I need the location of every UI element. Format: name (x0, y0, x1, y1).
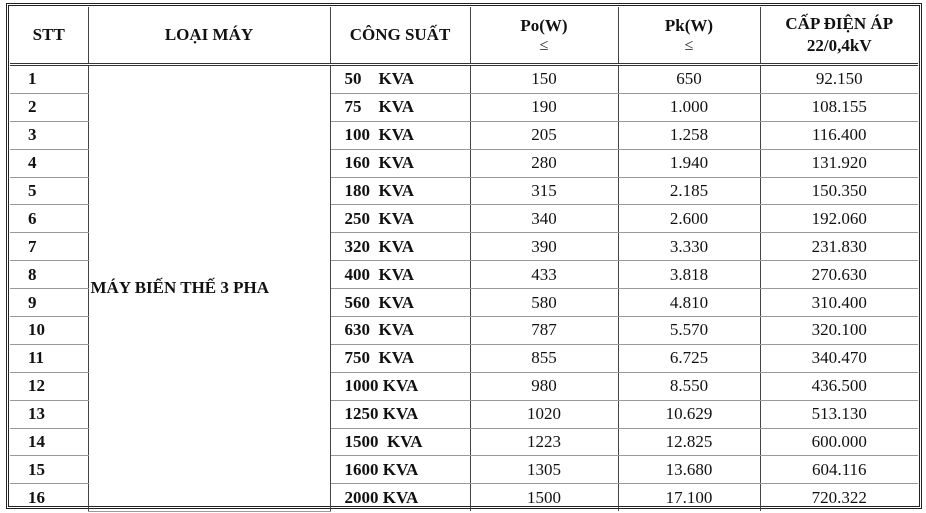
row-pk: 8.550 (618, 372, 760, 400)
row-price: 150.350 (760, 177, 918, 205)
header-price (760, 7, 918, 65)
row-po: 1305 (470, 456, 618, 484)
row-capacity: 180 KVA (330, 177, 470, 205)
row-stt: 12 (10, 372, 88, 400)
row-pk: 6.725 (618, 344, 760, 372)
price-table-frame (6, 3, 922, 509)
row-stt: 1 (10, 65, 88, 94)
row-price: 192.060 (760, 205, 918, 233)
row-po: 1020 (470, 400, 618, 428)
row-price: 270.630 (760, 261, 918, 289)
row-capacity: 1250 KVA (330, 400, 470, 428)
row-price: 340.470 (760, 344, 918, 372)
row-capacity: 400 KVA (330, 261, 470, 289)
row-pk: 12.825 (618, 428, 760, 456)
header-price-line1: CẤP ĐIỆN ÁP (785, 14, 894, 33)
row-po: 1223 (470, 428, 618, 456)
row-stt: 16 (10, 484, 88, 511)
row-pk: 650 (618, 65, 760, 94)
row-capacity: 630 KVA (330, 317, 470, 345)
row-pk: 17.100 (618, 484, 760, 511)
row-pk: 10.629 (618, 400, 760, 428)
row-po: 150 (470, 65, 618, 94)
row-capacity: 560 KVA (330, 289, 470, 317)
row-po: 390 (470, 233, 618, 261)
header-po-sign: ≤ (539, 37, 549, 54)
row-capacity: 2000 KVA (330, 484, 470, 511)
row-pk: 2.185 (618, 177, 760, 205)
row-stt: 2 (10, 93, 88, 121)
row-stt: 5 (10, 177, 88, 205)
row-capacity: 1000 KVA (330, 372, 470, 400)
row-price: 513.130 (760, 400, 918, 428)
row-price: 720.322 (811, 487, 867, 507)
row-stt: 10 (10, 317, 88, 345)
row-po: 1500 (470, 484, 618, 511)
row-price: 108.155 (760, 93, 918, 121)
row-capacity: 160 KVA (330, 149, 470, 177)
row-po: 340 (470, 205, 618, 233)
row-stt: 8 (10, 261, 88, 289)
row-capacity: 320 KVA (330, 233, 470, 261)
machine-type: MÁY BIẾN THẾ 3 PHA (88, 65, 330, 512)
row-price: 600.000 (760, 428, 918, 456)
row-po: 980 (470, 372, 618, 400)
row-capacity: 50 KVA (330, 65, 470, 94)
row-stt: 3 (10, 121, 88, 149)
row-stt: 4 (10, 149, 88, 177)
row-price: 92.150 (760, 65, 918, 94)
header-capacity: CÔNG SUẤT (330, 7, 470, 65)
row-po: 280 (470, 149, 618, 177)
row-po: 433 (470, 261, 618, 289)
row-po: 205 (470, 121, 618, 149)
header-pk-label: Pk(W) (664, 16, 714, 35)
row-pk: 1.258 (618, 121, 760, 149)
row-price: 436.500 (760, 372, 918, 400)
row-pk: 1.000 (618, 93, 760, 121)
row-stt: 13 (10, 400, 88, 428)
row-stt: 9 (10, 289, 88, 317)
row-po: 315 (470, 177, 618, 205)
row-stt: 6 (10, 205, 88, 233)
row-capacity: 750 KVA (330, 344, 470, 372)
row-capacity: 1600 KVA (330, 456, 470, 484)
row-price: 116.400 (760, 121, 918, 149)
table-row (10, 65, 918, 94)
header-pk-sign: ≤ (684, 37, 694, 54)
row-price: 231.830 (760, 233, 918, 261)
row-po: 190 (470, 93, 618, 121)
row-price: 131.920 (760, 149, 918, 177)
header-type: LOẠI MÁY (88, 7, 330, 65)
row-po: 787 (470, 317, 618, 345)
row-capacity: 100 KVA (330, 121, 470, 149)
row-price: 320.100 (760, 317, 918, 345)
row-pk: 1.940 (618, 149, 760, 177)
header-po-label: Po(W) (520, 16, 568, 35)
row-capacity: 1500 KVA (330, 428, 470, 456)
header-price-line2: 22/0,4kV (806, 36, 872, 55)
row-capacity: 250 KVA (330, 205, 470, 233)
header-row (10, 7, 918, 65)
row-pk: 3.330 (618, 233, 760, 261)
transformer-price-table (10, 7, 918, 512)
row-capacity: 75 KVA (330, 93, 470, 121)
row-pk: 4.810 (618, 289, 760, 317)
row-price: 604.116 (760, 456, 918, 484)
row-pk: 3.818 (618, 261, 760, 289)
row-pk: 13.680 (618, 456, 760, 484)
row-stt: 14 (10, 428, 88, 456)
row-stt: 11 (10, 344, 88, 372)
header-stt: STT (10, 7, 88, 65)
row-stt: 15 (10, 456, 88, 484)
header-pk (618, 7, 760, 65)
row-pk: 2.600 (618, 205, 760, 233)
row-stt: 7 (10, 233, 88, 261)
row-po: 580 (470, 289, 618, 317)
row-pk: 5.570 (618, 317, 760, 345)
header-po (470, 7, 618, 65)
table-body (10, 65, 918, 512)
row-price: 310.400 (760, 289, 918, 317)
row-po: 855 (470, 344, 618, 372)
